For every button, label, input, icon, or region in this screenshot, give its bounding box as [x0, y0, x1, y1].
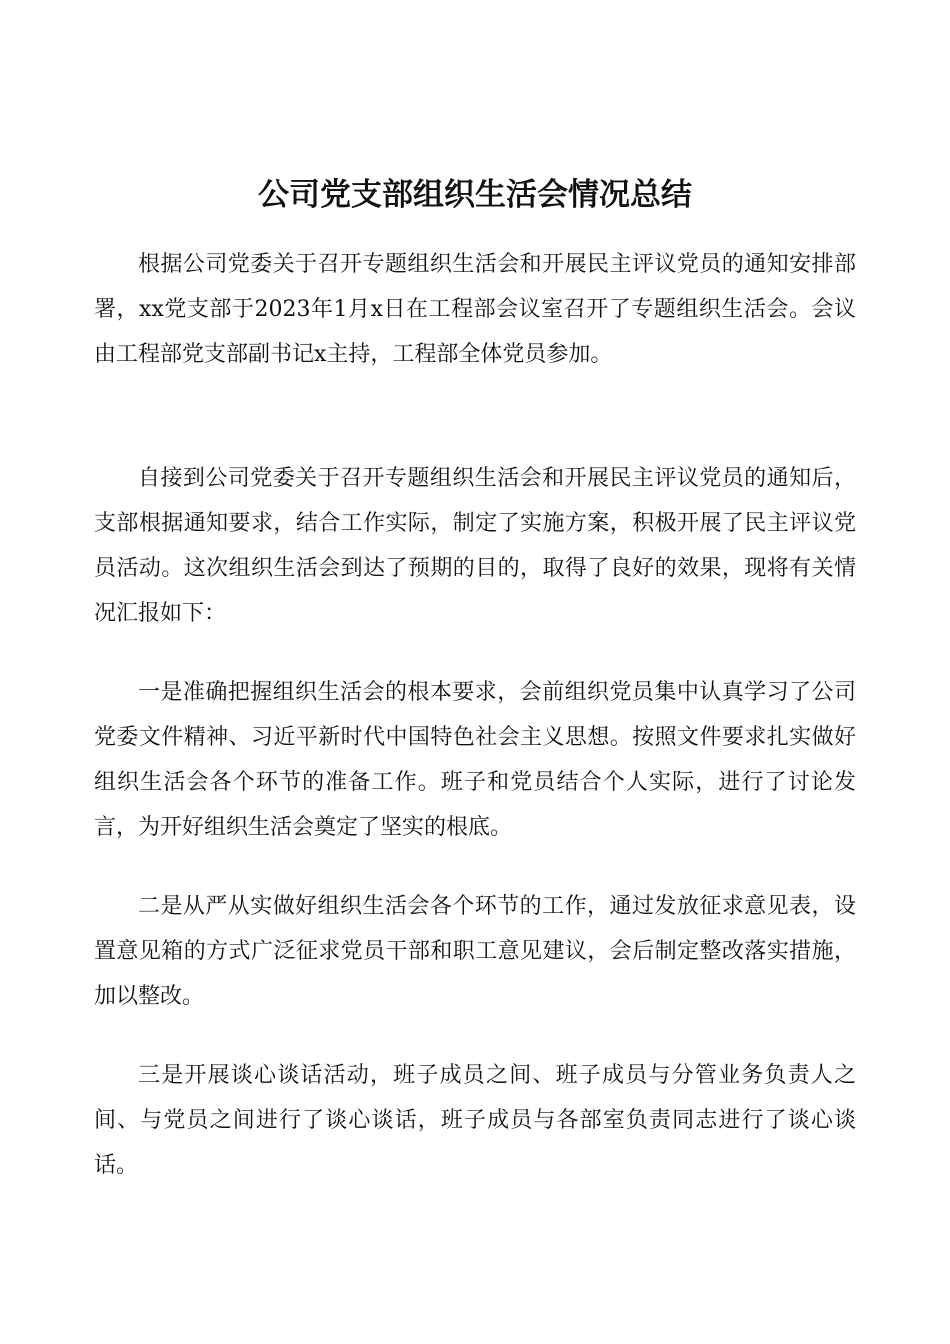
paragraph-3: 一是准确把握组织生活会的根本要求，会前组织党员集中认真学习了公司党委文件精神、习近平新时代中国特色社会主义思想。按照文件要求扎实做好组织生活会各个环节的准备工作。班子和党员结合个人实际，进行了讨论发言，为开好组织生活会奠定了坚实的根底。 [94, 680, 856, 840]
paragraph-4: 二是从严从实做好组织生活会各个环节的工作，通过发放征求意见表，设置意见箱的方式广泛征求党员干部和职工意见建议，会后制定整改落实措施，加以整改。 [94, 894, 856, 1009]
paragraph-5: 三是开展谈心谈话活动，班子成员之间、班子成员与分管业务负责人之间、与党员之间进行了谈心谈话，班子成员与各部室负责同志进行了谈心谈话。 [94, 1063, 856, 1178]
document-title: 公司党支部组织生活会情况总结 [258, 177, 692, 213]
paragraph-1: 根据公司党委关于召开专题组织生活会和开展民主评议党员的通知安排部署，xx党支部于2023年1月x日在工程部会议室召开了专题组织生活会。会议由工程部党支部副书记x主持，工程部全体党员参加。 [94, 252, 856, 367]
paragraph-2: 自接到公司党委关于召开专题组织生活会和开展民主评议党员的通知后，支部根据通知要求，结合工作实际，制定了实施方案，积极开展了民主评议党员活动。这次组织生活会到达了预期的目的，取得了良好的效果，现将有关情况汇报如下： [94, 466, 856, 626]
